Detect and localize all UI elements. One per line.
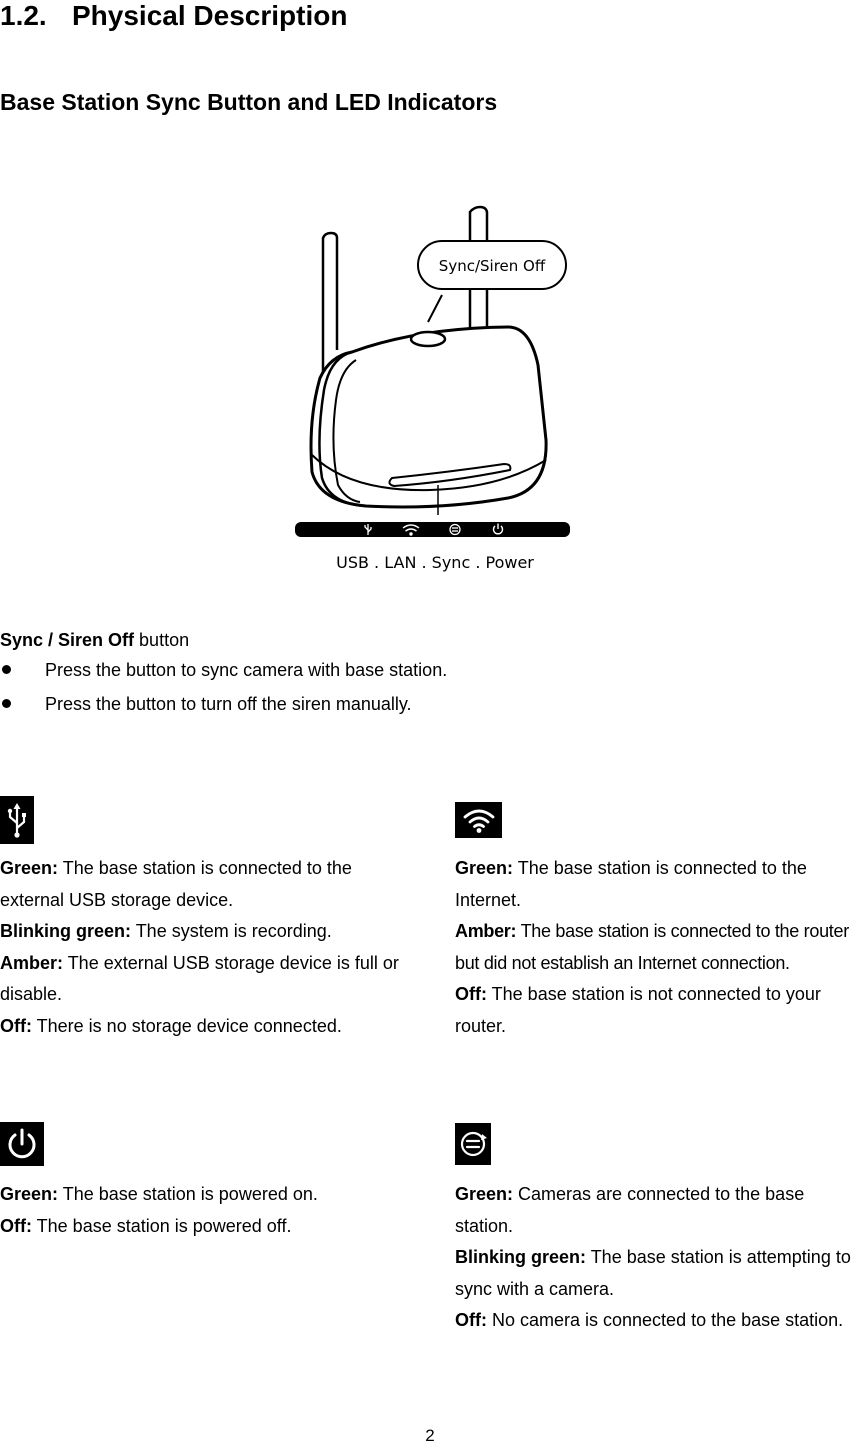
bullet-item: Press the button to sync camera with base station.	[0, 658, 447, 692]
indicator-entry: Off: The base station is powered off.	[0, 1215, 292, 1236]
indicator-strip	[295, 522, 570, 537]
indicator-caption: USB . LAN . Sync . Power	[336, 553, 534, 572]
indicator-entry: Green: Cameras are connected to the base station.	[455, 1184, 805, 1236]
base-station-illustration	[290, 200, 580, 580]
section-heading	[0, 0, 347, 32]
wifi-icon	[462, 806, 496, 834]
power-indicator-description	[0, 1179, 410, 1242]
section-title: Physical Description	[72, 0, 348, 31]
internet-indicator-icon	[455, 802, 502, 838]
indicator-entry: Blinking green: The base station is attempting to sync with a camera.	[455, 1247, 851, 1299]
usb-indicator-description	[0, 853, 410, 1042]
page-subtitle: Base Station Sync Button and LED Indicators	[0, 89, 498, 115]
indicator-entry: Off: The base station is not connected to your router.	[455, 984, 821, 1036]
sync-button-title: Sync / Siren Off	[0, 630, 135, 650]
power-icon	[4, 1126, 40, 1162]
indicator-entry: Amber: The base station is connected to the router but did not establish an Internet connection.	[455, 921, 849, 973]
page-number: 2	[425, 1426, 435, 1445]
indicator-entry: Green: The base station is connected to the external USB storage device.	[0, 858, 352, 910]
power-indicator-icon	[0, 1122, 44, 1166]
sync-icon	[458, 1129, 488, 1159]
sync-indicator-description	[455, 1179, 860, 1337]
indicator-entry: Green: The base station is powered on.	[0, 1184, 318, 1204]
bullet-item: Press the button to turn off the siren manually.	[0, 692, 447, 726]
internet-indicator-description	[455, 853, 860, 1042]
sync-button-heading	[0, 628, 189, 652]
usb-icon	[4, 801, 30, 839]
callout-pointer	[428, 295, 442, 322]
sync-button-bullets	[0, 658, 447, 726]
sync-button-title-suffix: button	[134, 630, 190, 650]
sync-indicator-icon	[455, 1123, 491, 1165]
sync-button-on-device	[411, 332, 445, 346]
indicator-entry: Off: There is no storage device connected.	[0, 1015, 342, 1036]
indicator-entry: Green: The base station is connected to the Internet.	[455, 858, 807, 910]
indicator-entry: Blinking green: The system is recording.	[0, 921, 332, 941]
section-number: 1.2.	[0, 0, 47, 31]
indicator-entry: Amber: The external USB storage device is full or disable.	[0, 952, 399, 1004]
callout-label: Sync/Siren Off	[438, 257, 546, 275]
indicator-entry: Off: No camera is connected to the base station.	[455, 1310, 844, 1330]
usb-indicator-icon	[0, 796, 34, 844]
